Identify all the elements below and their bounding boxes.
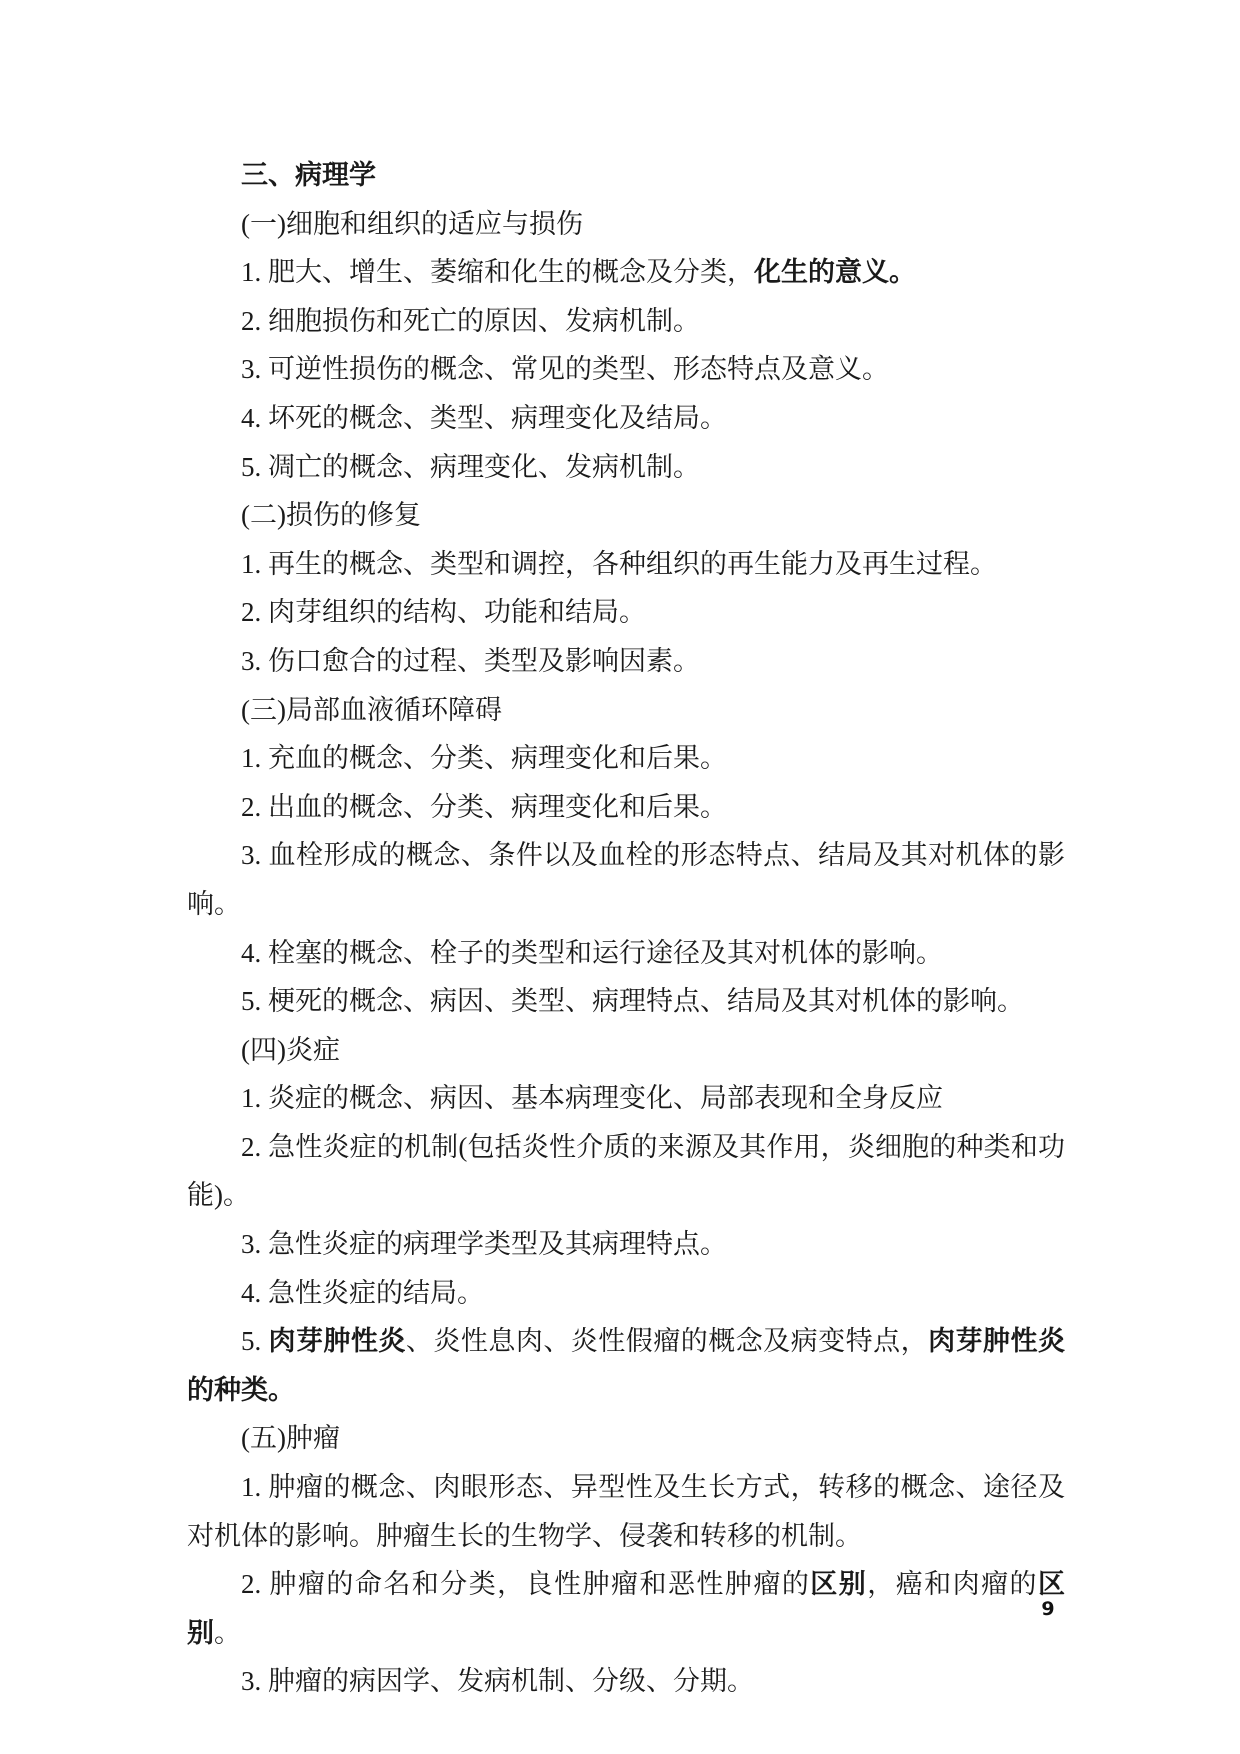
- document-body: [187, 151, 1065, 1706]
- text-segment: 4. 急性炎症的结局。: [241, 1277, 484, 1308]
- text-segment: 化生的意义。: [754, 257, 916, 288]
- section-1-heading: [187, 200, 1065, 249]
- text-segment: (二)损伤的修复: [241, 500, 421, 531]
- text-segment: 1. 炎症的概念、病因、基本病理变化、局部表现和全身反应: [241, 1083, 943, 1114]
- item-4-4: [187, 1269, 1065, 1318]
- text-segment: 区别: [187, 1569, 1066, 1648]
- text-segment: (五)肿瘤: [241, 1423, 340, 1454]
- text-segment: 3. 血栓形成的概念、条件以及血栓的形态特点、结局及其对机体的影响。: [187, 840, 1065, 919]
- text-segment: 2. 肿瘤的命名和分类，良性肿瘤和恶性肿瘤的: [241, 1569, 811, 1600]
- text-segment: 1. 肥大、增生、萎缩和化生的概念及分类，: [241, 257, 754, 288]
- text-segment: 3. 急性炎症的病理学类型及其病理特点。: [241, 1229, 727, 1260]
- item-2-1: [187, 540, 1065, 589]
- text-segment: 。: [214, 1617, 241, 1648]
- text-segment: 4. 坏死的概念、类型、病理变化及结局。: [241, 402, 727, 433]
- item-1-1: [187, 248, 1065, 297]
- text-segment: (三)局部血液循环障碍: [241, 694, 502, 725]
- item-3-2: [187, 783, 1065, 832]
- item-5-1: [187, 1463, 1065, 1560]
- section-3-heading: [187, 686, 1065, 735]
- text-segment: 2. 急性炎症的机制(包括炎性介质的来源及其作用，炎细胞的种类和功能)。: [187, 1131, 1065, 1211]
- item-4-5: [187, 1317, 1065, 1414]
- item-1-4: [187, 394, 1065, 443]
- item-3-1: [187, 734, 1065, 783]
- item-2-3: [187, 637, 1065, 686]
- item-1-5: [187, 443, 1065, 492]
- text-segment: 4. 栓塞的概念、栓子的类型和运行途径及其对机体的影响。: [241, 937, 943, 968]
- text-segment: 2. 肉芽组织的结构、功能和结局。: [241, 597, 646, 628]
- item-3-4: [187, 929, 1065, 978]
- item-4-1: [187, 1074, 1065, 1123]
- syllabus-lines: [187, 200, 1065, 1706]
- text-segment: 2. 出血的概念、分类、病理变化和后果。: [241, 791, 727, 822]
- section-4-heading: [187, 1026, 1065, 1075]
- item-1-2: [187, 297, 1065, 346]
- text-segment: 肉芽肿性炎: [268, 1326, 406, 1357]
- item-2-2: [187, 588, 1065, 637]
- text-segment: 肉芽肿性炎的种类。: [187, 1326, 1066, 1405]
- item-3-3: [187, 831, 1065, 928]
- section-5-heading: [187, 1414, 1065, 1463]
- text-segment: 3. 肿瘤的病因学、发病机制、分级、分期。: [241, 1666, 754, 1697]
- item-5-2: [187, 1560, 1065, 1657]
- item-4-3: [187, 1220, 1065, 1269]
- text-segment: ，癌和肉瘤的: [867, 1569, 1039, 1600]
- item-1-3: [187, 345, 1065, 394]
- item-5-3: [187, 1657, 1065, 1706]
- text-segment: 3. 伤口愈合的过程、类型及影响因素。: [241, 645, 700, 676]
- page-number: 9: [1041, 1598, 1055, 1620]
- text-segment: 、炎性息肉、炎性假瘤的概念及病变特点，: [405, 1326, 929, 1357]
- item-4-2: [187, 1123, 1065, 1220]
- text-segment: 1. 再生的概念、类型和调控，各种组织的再生能力及再生过程。: [241, 548, 997, 579]
- document-title: 三、病理学: [241, 160, 376, 190]
- text-segment: 1. 充血的概念、分类、病理变化和后果。: [241, 743, 727, 774]
- text-segment: 5. 凋亡的概念、病理变化、发病机制。: [241, 451, 700, 482]
- text-segment: 1. 肿瘤的概念、肉眼形态、异型性及生长方式，转移的概念、途径及对机体的影响。肿瘤生长的生物学、侵袭和转移的机制。: [187, 1472, 1065, 1551]
- section-2-heading: [187, 491, 1065, 540]
- text-segment: (四)炎症: [241, 1034, 340, 1065]
- item-3-5: [187, 977, 1065, 1026]
- text-segment: 5.: [241, 1326, 269, 1357]
- text-segment: (一)细胞和组织的适应与损伤: [241, 208, 583, 239]
- text-segment: 2. 细胞损伤和死亡的原因、发病机制。: [241, 305, 700, 336]
- text-segment: 5. 梗死的概念、病因、类型、病理特点、结局及其对机体的影响。: [241, 986, 1024, 1017]
- text-segment: 3. 可逆性损伤的概念、常见的类型、形态特点及意义。: [241, 354, 889, 385]
- text-segment: 区别: [810, 1569, 868, 1600]
